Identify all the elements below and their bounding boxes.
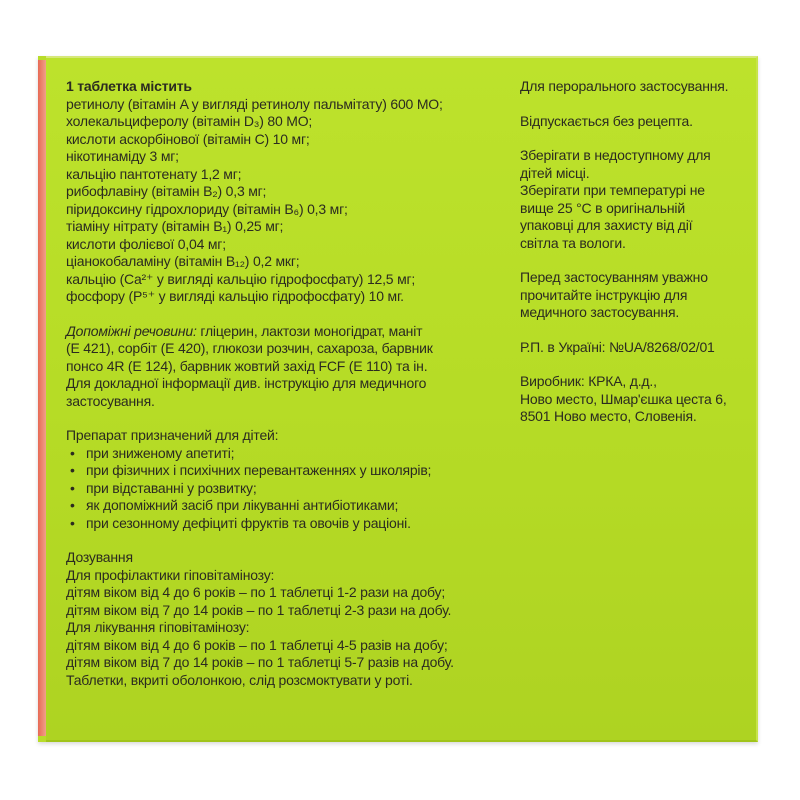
composition-line: рибофлавіну (вітамін B₂) 0,3 мг; [66, 183, 267, 199]
indication-item: • при фізичних і психічних перевантаженнях у школярів; [70, 462, 432, 478]
composition-line: кальцію пантотенату 1,2 мг; [66, 165, 242, 182]
dosage-section [66, 549, 526, 689]
product-box [38, 56, 758, 742]
composition-line: фосфору (P⁵⁺ у вигляді кальцію гідрофосфату) 10 мг. [66, 288, 404, 304]
left-column [66, 78, 526, 689]
composition-title: 1 таблетка містить [66, 78, 192, 94]
indication-item: • як допоміжний засіб при лікуванні антибіотиками; [70, 497, 399, 513]
storage-conditions: Зберігати в недоступному для дітей місці. Зберігати при температурі не вище 25 °C в оригінальній упаковці для захисту від дії світла та вологи. [520, 147, 711, 251]
box-back-panel [46, 56, 758, 742]
otc-status: Відпускається без рецепта. [520, 112, 693, 129]
composition-line: холекальциферолу (вітамін D₃) 80 МО; [66, 113, 313, 129]
bullet-icon: • [70, 462, 75, 478]
dosage-line: дітям віком від 7 до 14 років – по 1 таблетці 5-7 разів на добу. [66, 654, 454, 670]
dosage-line: Таблетки, вкриті оболонкою, слід розсмоктувати у роті. [66, 671, 413, 688]
bullet-icon: • [70, 444, 75, 461]
composition-line: ціанокобаламіну (вітамін B₁₂) 0,2 мкг; [66, 253, 300, 269]
indication-item: • при зниженому апетиті; [70, 444, 235, 461]
composition-line: ретинолу (вітамін A у вигляді ретинолу пальмітату) 600 МО; [66, 95, 443, 112]
bullet-icon: • [70, 514, 75, 531]
excipients-text: гліцерин, лактози моногідрат, маніт [196, 322, 423, 339]
composition-line: кислоти аскорбінової (вітамін C) 10 мг; [66, 130, 310, 147]
excipients-label: Допоміжні речовини: [66, 322, 197, 339]
excipients-text: понсо 4R (E 124), барвник жовтий захід FCF (E 110) та ін. [66, 357, 428, 374]
excipients-text: застосування. [66, 392, 155, 409]
indication-item: • при відставанні у розвитку; [70, 479, 257, 496]
composition-section [66, 78, 526, 306]
indication-item: • при сезонному дефіциті фруктів та овочів у раціоні. [70, 514, 411, 531]
dosage-line: дітям віком від 7 до 14 років – по 1 таблетці 2-3 рази на добу. [66, 601, 452, 618]
composition-line: нікотинаміду 3 мг; [66, 148, 179, 164]
excipients-section [66, 323, 526, 411]
read-instructions-note: Перед застосуванням уважно прочитайте інструкцію для медичного застосування. [520, 269, 708, 320]
excipients-text: Для докладної інформації див. інструкцію для медичного [66, 375, 427, 391]
excipients-text: (E 421), сорбіт (E 420), глюкози розчин, сахароза, барвник [66, 340, 433, 356]
manufacturer-info: Виробник: КРКА, д.д., Ново место, Шмар'єшка цеста 6, 8501 Ново место, Словенія. [520, 373, 727, 424]
indications-section [66, 427, 526, 532]
bullet-icon: • [70, 497, 75, 513]
box-side-edge [38, 60, 46, 736]
route-of-administration: Для перорального застосування. [520, 78, 729, 94]
composition-line: кальцію (Ca²⁺ у вигляді кальцію гідрофосфату) 12,5 мг; [66, 270, 416, 287]
composition-line: піридоксину гідрохлориду (вітамін B₆) 0,3 мг; [66, 200, 348, 217]
bullet-icon: • [70, 479, 75, 496]
dosage-line: Для лікування гіповітамінозу: [66, 619, 250, 635]
dosage-line: Для профілактики гіповітамінозу: [66, 566, 275, 583]
dosage-line: дітям віком від 4 до 6 років – по 1 таблетці 4-5 разів на добу; [66, 636, 448, 653]
indications-title: Препарат призначений для дітей: [66, 427, 279, 443]
dosage-line: дітям віком від 4 до 6 років – по 1 таблетці 1-2 рази на добу; [66, 584, 446, 600]
composition-line: тіаміну нітрату (вітамін B₁) 0,25 мг; [66, 218, 284, 234]
registration-number: Р.П. в Україні: №UA/8268/02/01 [520, 338, 715, 355]
composition-line: кислоти фолієвої 0,04 мг; [66, 235, 226, 252]
dosage-title: Дозування [66, 549, 133, 565]
right-column [520, 78, 750, 443]
